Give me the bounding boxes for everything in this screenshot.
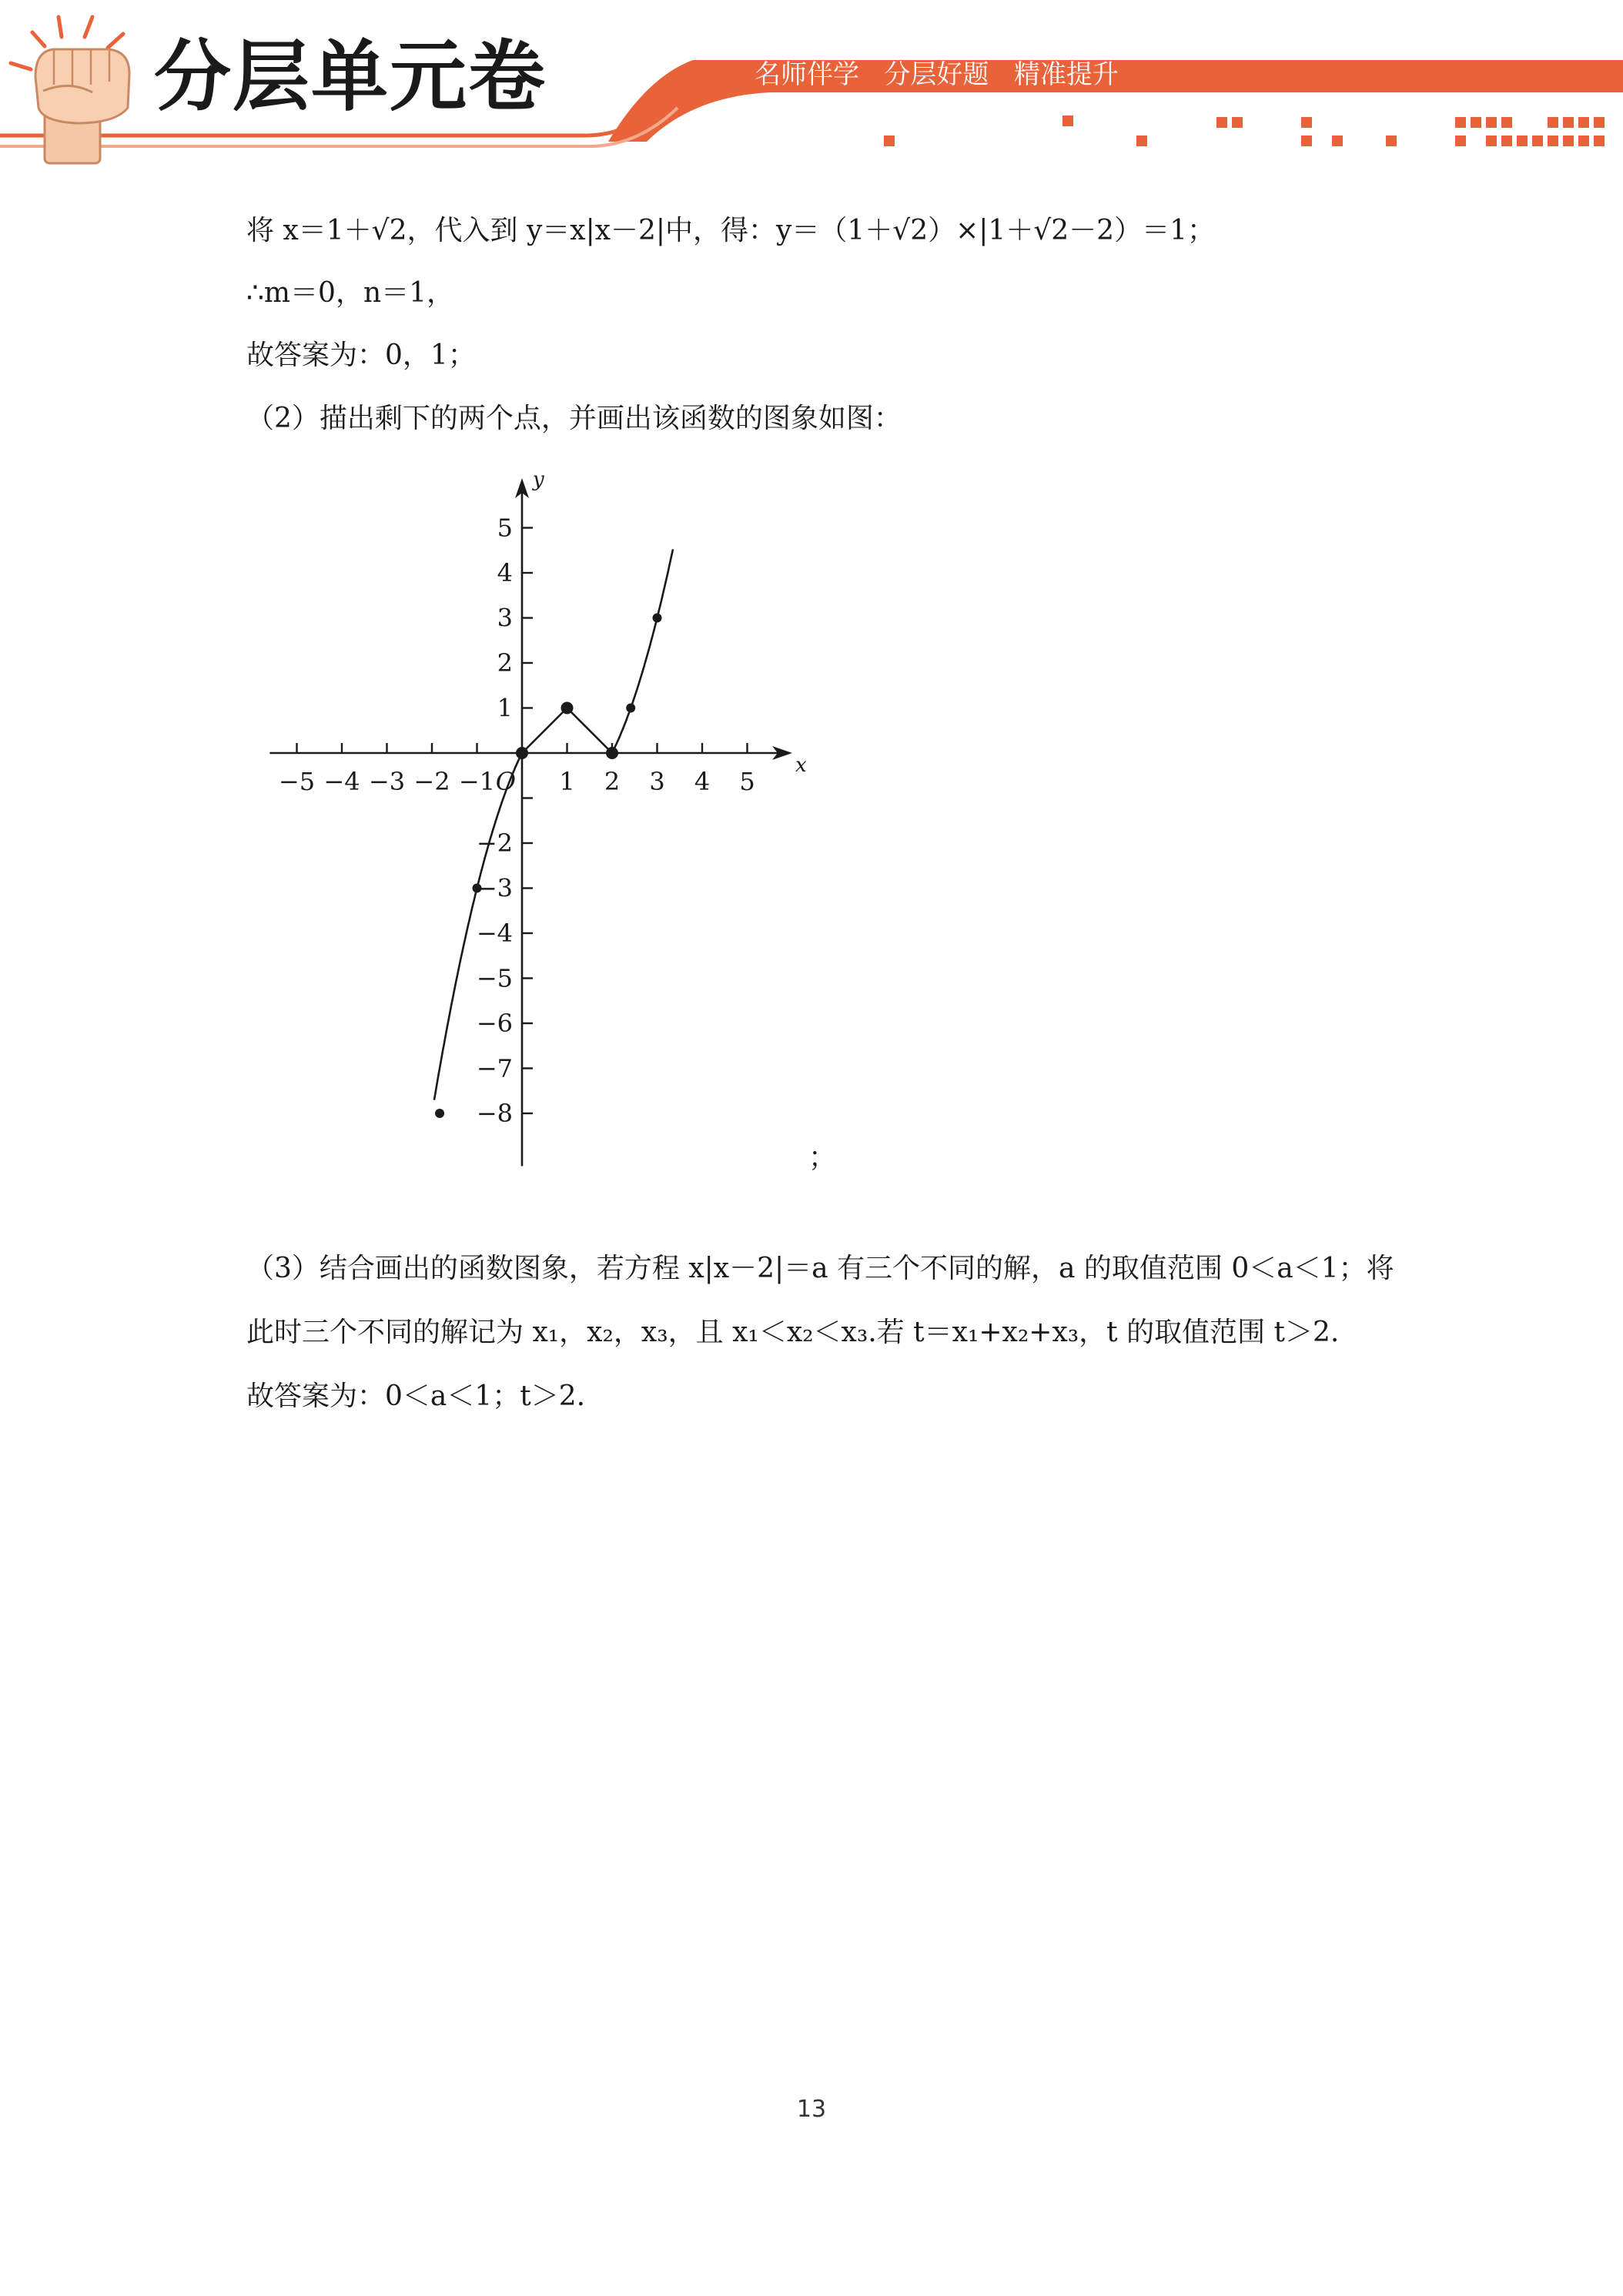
y-tick-label: 4 — [497, 558, 513, 587]
data-point — [626, 704, 635, 713]
data-point — [561, 702, 574, 715]
data-point — [435, 1109, 444, 1118]
function-curve — [612, 549, 673, 753]
x-tick-label: −1 — [458, 767, 496, 796]
data-point — [653, 614, 662, 623]
x-tick-label: −2 — [413, 767, 450, 796]
function-curve — [567, 708, 613, 754]
solution-line-5: （3）结合画出的函数图象，若方程 x|x－2|＝a 有三个不同的解，a 的取值范围 0＜a＜1；将 — [246, 1253, 1394, 1284]
data-point — [606, 747, 618, 759]
x-tick-label: 1 — [559, 767, 575, 796]
y-tick-label: 5 — [497, 513, 513, 543]
graph-trailing-semicolon: ； — [808, 1142, 837, 1173]
solution-line-2: ∴m＝0，n＝1， — [246, 277, 455, 309]
solution-line-7: 故答案为：0＜a＜1；t＞2. — [246, 1381, 586, 1412]
y-tick-label: −2 — [476, 828, 513, 858]
x-tick-label: 4 — [694, 767, 711, 796]
y-tick-label: −6 — [476, 1009, 513, 1038]
solution-line-3: 故答案为：0，1； — [246, 340, 476, 371]
y-tick-label: −3 — [476, 873, 513, 903]
origin-label: O — [495, 767, 516, 796]
header-slogan: 名师伴学 分层好题 精准提升 — [755, 59, 1119, 90]
x-tick-label: 2 — [604, 767, 621, 796]
x-tick-label: 3 — [649, 767, 665, 796]
y-tick-label: 1 — [497, 693, 513, 723]
y-tick-label: 3 — [497, 603, 513, 633]
data-point — [516, 747, 528, 759]
y-tick-label: 2 — [497, 648, 513, 678]
solution-line-1: 将 x＝1＋√2，代入到 y＝x|x－2|中，得：y＝（1＋√2）×|1＋√2－2）＝1； — [246, 215, 1215, 246]
y-tick-label: −7 — [476, 1053, 513, 1083]
x-axis-title: x — [795, 754, 807, 777]
y-tick-label: −4 — [476, 919, 513, 948]
header-pixel-dots — [884, 115, 1605, 146]
solution-line-6: 此时三个不同的解记为 x₁，x₂，x₃，且 x₁＜x₂＜x₃.若 t＝x₁+x₂+x₃，t 的取值范围 t＞2. — [246, 1317, 1340, 1348]
raised-fist-icon — [11, 17, 129, 163]
function-curve — [522, 708, 567, 754]
brand-title: 分层单元卷 — [154, 32, 547, 122]
x-tick-label: −3 — [368, 767, 406, 796]
solution-line-4: （2）描出剩下的两个点，并画出该函数的图象如图： — [246, 403, 902, 434]
y-axis-title: y — [533, 468, 544, 491]
y-tick-label: −8 — [476, 1099, 513, 1128]
y-tick-label: −5 — [476, 963, 513, 993]
page-header — [0, 0, 1623, 169]
x-tick-label: −5 — [278, 767, 316, 796]
x-tick-label: −4 — [323, 767, 360, 796]
x-tick-label: 5 — [739, 767, 755, 796]
function-graph — [246, 447, 832, 1170]
